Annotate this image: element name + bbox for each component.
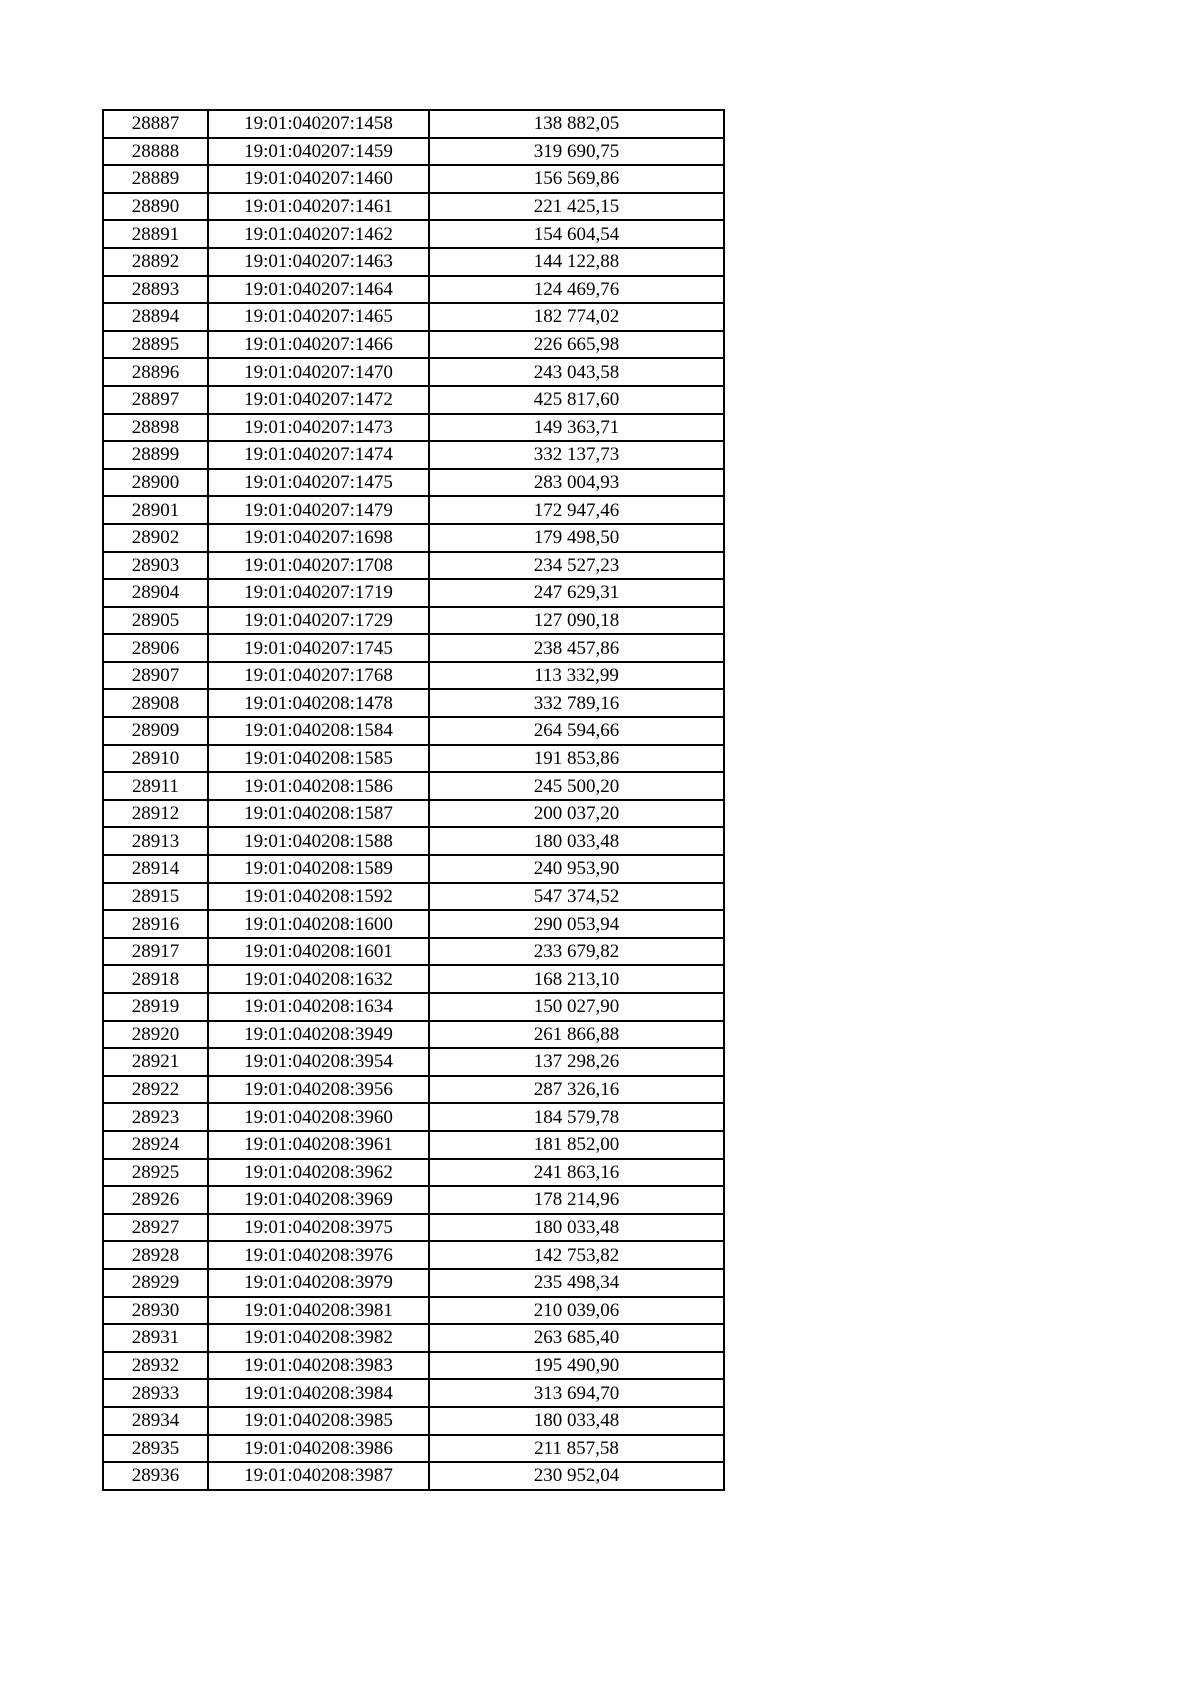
value-cell: 425 817,60 — [429, 386, 724, 414]
value-cell: 263 685,40 — [429, 1324, 724, 1352]
row-number-cell: 28908 — [103, 689, 208, 717]
value-cell: 127 090,18 — [429, 607, 724, 635]
row-number-cell: 28921 — [103, 1048, 208, 1076]
table-row — [103, 524, 724, 552]
table-row — [103, 441, 724, 469]
value-cell: 283 004,93 — [429, 469, 724, 497]
cadastral-number-cell: 19:01:040207:1729 — [208, 607, 429, 635]
cadastral-number-cell: 19:01:040207:1459 — [208, 138, 429, 166]
row-number-cell: 28910 — [103, 745, 208, 773]
cadastral-number-cell: 19:01:040207:1472 — [208, 386, 429, 414]
cadastral-number-cell: 19:01:040208:1634 — [208, 993, 429, 1021]
table-row — [103, 1269, 724, 1297]
row-number-cell: 28898 — [103, 414, 208, 442]
cadastral-number-cell: 19:01:040208:3954 — [208, 1048, 429, 1076]
table-row — [103, 938, 724, 966]
table-row — [103, 331, 724, 359]
value-cell: 233 679,82 — [429, 938, 724, 966]
table-row — [103, 1324, 724, 1352]
table-row — [103, 276, 724, 304]
value-cell: 210 039,06 — [429, 1297, 724, 1325]
value-cell: 156 569,86 — [429, 165, 724, 193]
table-row — [103, 1021, 724, 1049]
row-number-cell: 28915 — [103, 883, 208, 911]
value-cell: 180 033,48 — [429, 1214, 724, 1242]
cadastral-value-table — [102, 109, 725, 1491]
row-number-cell: 28891 — [103, 220, 208, 248]
table-row — [103, 1214, 724, 1242]
table-row — [103, 1241, 724, 1269]
row-number-cell: 28889 — [103, 165, 208, 193]
row-number-cell: 28922 — [103, 1076, 208, 1104]
value-cell: 243 043,58 — [429, 358, 724, 386]
cadastral-number-cell: 19:01:040207:1719 — [208, 579, 429, 607]
row-number-cell: 28895 — [103, 331, 208, 359]
row-number-cell: 28911 — [103, 772, 208, 800]
row-number-cell: 28935 — [103, 1435, 208, 1463]
row-number-cell: 28914 — [103, 855, 208, 883]
value-cell: 547 374,52 — [429, 883, 724, 911]
row-number-cell: 28904 — [103, 579, 208, 607]
cadastral-number-cell: 19:01:040208:3979 — [208, 1269, 429, 1297]
value-cell: 154 604,54 — [429, 220, 724, 248]
table-row — [103, 883, 724, 911]
value-cell: 113 332,99 — [429, 662, 724, 690]
cadastral-number-cell: 19:01:040208:1588 — [208, 827, 429, 855]
cadastral-number-cell: 19:01:040208:3962 — [208, 1159, 429, 1187]
value-cell: 211 857,58 — [429, 1435, 724, 1463]
cadastral-number-cell: 19:01:040208:3986 — [208, 1435, 429, 1463]
cadastral-number-cell: 19:01:040208:3960 — [208, 1103, 429, 1131]
cadastral-number-cell: 19:01:040207:1473 — [208, 414, 429, 442]
cadastral-number-cell: 19:01:040208:3982 — [208, 1324, 429, 1352]
row-number-cell: 28890 — [103, 193, 208, 221]
value-cell: 200 037,20 — [429, 800, 724, 828]
value-cell: 168 213,10 — [429, 965, 724, 993]
row-number-cell: 28912 — [103, 800, 208, 828]
value-cell: 221 425,15 — [429, 193, 724, 221]
row-number-cell: 28900 — [103, 469, 208, 497]
row-number-cell: 28933 — [103, 1379, 208, 1407]
value-cell: 332 137,73 — [429, 441, 724, 469]
value-cell: 144 122,88 — [429, 248, 724, 276]
row-number-cell: 28936 — [103, 1462, 208, 1490]
cadastral-number-cell: 19:01:040207:1698 — [208, 524, 429, 552]
value-cell: 319 690,75 — [429, 138, 724, 166]
table-row — [103, 110, 724, 138]
table-row — [103, 165, 724, 193]
row-number-cell: 28931 — [103, 1324, 208, 1352]
value-cell: 124 469,76 — [429, 276, 724, 304]
table-row — [103, 1186, 724, 1214]
table-row — [103, 607, 724, 635]
table-row — [103, 772, 724, 800]
table-row — [103, 855, 724, 883]
table-row — [103, 662, 724, 690]
cadastral-number-cell: 19:01:040208:3983 — [208, 1352, 429, 1380]
table-row — [103, 386, 724, 414]
cadastral-number-cell: 19:01:040208:3975 — [208, 1214, 429, 1242]
value-cell: 184 579,78 — [429, 1103, 724, 1131]
cadastral-number-cell: 19:01:040207:1460 — [208, 165, 429, 193]
table-row — [103, 1379, 724, 1407]
cadastral-number-cell: 19:01:040208:3987 — [208, 1462, 429, 1490]
table-row — [103, 1048, 724, 1076]
row-number-cell: 28927 — [103, 1214, 208, 1242]
value-cell: 261 866,88 — [429, 1021, 724, 1049]
cadastral-number-cell: 19:01:040208:1584 — [208, 717, 429, 745]
row-number-cell: 28923 — [103, 1103, 208, 1131]
cadastral-number-cell: 19:01:040207:1745 — [208, 634, 429, 662]
value-cell: 230 952,04 — [429, 1462, 724, 1490]
table-row — [103, 414, 724, 442]
row-number-cell: 28925 — [103, 1159, 208, 1187]
row-number-cell: 28924 — [103, 1131, 208, 1159]
table-row — [103, 303, 724, 331]
table-row — [103, 745, 724, 773]
table-row — [103, 689, 724, 717]
cadastral-number-cell: 19:01:040208:3961 — [208, 1131, 429, 1159]
cadastral-number-cell: 19:01:040207:1466 — [208, 331, 429, 359]
table-row — [103, 800, 724, 828]
cadastral-number-cell: 19:01:040207:1470 — [208, 358, 429, 386]
row-number-cell: 28926 — [103, 1186, 208, 1214]
row-number-cell: 28916 — [103, 910, 208, 938]
table-row — [103, 1435, 724, 1463]
row-number-cell: 28919 — [103, 993, 208, 1021]
value-cell: 234 527,23 — [429, 552, 724, 580]
value-cell: 313 694,70 — [429, 1379, 724, 1407]
cadastral-number-cell: 19:01:040207:1464 — [208, 276, 429, 304]
value-cell: 191 853,86 — [429, 745, 724, 773]
cadastral-number-cell: 19:01:040207:1458 — [208, 110, 429, 138]
table-row — [103, 1462, 724, 1490]
cadastral-number-cell: 19:01:040208:1585 — [208, 745, 429, 773]
table-row — [103, 993, 724, 1021]
value-cell: 182 774,02 — [429, 303, 724, 331]
cadastral-number-cell: 19:01:040207:1708 — [208, 552, 429, 580]
row-number-cell: 28892 — [103, 248, 208, 276]
row-number-cell: 28917 — [103, 938, 208, 966]
cadastral-number-cell: 19:01:040207:1461 — [208, 193, 429, 221]
value-cell: 180 033,48 — [429, 1407, 724, 1435]
row-number-cell: 28893 — [103, 276, 208, 304]
value-cell: 178 214,96 — [429, 1186, 724, 1214]
row-number-cell: 28932 — [103, 1352, 208, 1380]
cadastral-number-cell: 19:01:040207:1474 — [208, 441, 429, 469]
row-number-cell: 28896 — [103, 358, 208, 386]
cadastral-number-cell: 19:01:040207:1475 — [208, 469, 429, 497]
table-row — [103, 552, 724, 580]
table-row — [103, 138, 724, 166]
row-number-cell: 28906 — [103, 634, 208, 662]
table-row — [103, 220, 724, 248]
row-number-cell: 28897 — [103, 386, 208, 414]
cadastral-number-cell: 19:01:040207:1768 — [208, 662, 429, 690]
cadastral-number-cell: 19:01:040207:1462 — [208, 220, 429, 248]
cadastral-number-cell: 19:01:040208:3949 — [208, 1021, 429, 1049]
cadastral-number-cell: 19:01:040208:1589 — [208, 855, 429, 883]
value-cell: 240 953,90 — [429, 855, 724, 883]
value-cell: 179 498,50 — [429, 524, 724, 552]
row-number-cell: 28909 — [103, 717, 208, 745]
cadastral-number-cell: 19:01:040208:3956 — [208, 1076, 429, 1104]
cadastral-number-cell: 19:01:040208:3976 — [208, 1241, 429, 1269]
table-row — [103, 965, 724, 993]
table-row — [103, 634, 724, 662]
row-number-cell: 28929 — [103, 1269, 208, 1297]
value-cell: 287 326,16 — [429, 1076, 724, 1104]
row-number-cell: 28894 — [103, 303, 208, 331]
table-row — [103, 910, 724, 938]
value-cell: 195 490,90 — [429, 1352, 724, 1380]
row-number-cell: 28901 — [103, 496, 208, 524]
row-number-cell: 28918 — [103, 965, 208, 993]
value-cell: 138 882,05 — [429, 110, 724, 138]
table-row — [103, 1103, 724, 1131]
table-row — [103, 1076, 724, 1104]
row-number-cell: 28902 — [103, 524, 208, 552]
table-row — [103, 1352, 724, 1380]
cadastral-number-cell: 19:01:040207:1465 — [208, 303, 429, 331]
row-number-cell: 28907 — [103, 662, 208, 690]
value-cell: 172 947,46 — [429, 496, 724, 524]
table-row — [103, 193, 724, 221]
row-number-cell: 28928 — [103, 1241, 208, 1269]
table-row — [103, 1297, 724, 1325]
cadastral-number-cell: 19:01:040208:1587 — [208, 800, 429, 828]
table-body — [103, 110, 724, 1490]
value-cell: 226 665,98 — [429, 331, 724, 359]
value-cell: 247 629,31 — [429, 579, 724, 607]
row-number-cell: 28887 — [103, 110, 208, 138]
value-cell: 238 457,86 — [429, 634, 724, 662]
value-cell: 241 863,16 — [429, 1159, 724, 1187]
cadastral-number-cell: 19:01:040208:1601 — [208, 938, 429, 966]
table-row — [103, 358, 724, 386]
table-row — [103, 579, 724, 607]
row-number-cell: 28905 — [103, 607, 208, 635]
value-cell: 137 298,26 — [429, 1048, 724, 1076]
table-row — [103, 827, 724, 855]
cadastral-number-cell: 19:01:040208:1600 — [208, 910, 429, 938]
value-cell: 180 033,48 — [429, 827, 724, 855]
value-cell: 149 363,71 — [429, 414, 724, 442]
row-number-cell: 28888 — [103, 138, 208, 166]
cadastral-number-cell: 19:01:040208:3984 — [208, 1379, 429, 1407]
row-number-cell: 28899 — [103, 441, 208, 469]
value-cell: 264 594,66 — [429, 717, 724, 745]
value-cell: 235 498,34 — [429, 1269, 724, 1297]
value-cell: 181 852,00 — [429, 1131, 724, 1159]
row-number-cell: 28903 — [103, 552, 208, 580]
table-row — [103, 496, 724, 524]
table-row — [103, 1159, 724, 1187]
cadastral-number-cell: 19:01:040207:1463 — [208, 248, 429, 276]
cadastral-number-cell: 19:01:040208:3985 — [208, 1407, 429, 1435]
cadastral-number-cell: 19:01:040208:1632 — [208, 965, 429, 993]
cadastral-number-cell: 19:01:040207:1479 — [208, 496, 429, 524]
cadastral-number-cell: 19:01:040208:1592 — [208, 883, 429, 911]
value-cell: 142 753,82 — [429, 1241, 724, 1269]
cadastral-number-cell: 19:01:040208:3969 — [208, 1186, 429, 1214]
table-row — [103, 717, 724, 745]
value-cell: 150 027,90 — [429, 993, 724, 1021]
row-number-cell: 28913 — [103, 827, 208, 855]
table-row — [103, 1407, 724, 1435]
value-cell: 332 789,16 — [429, 689, 724, 717]
table-row — [103, 469, 724, 497]
value-cell: 245 500,20 — [429, 772, 724, 800]
table-row — [103, 248, 724, 276]
cadastral-number-cell: 19:01:040208:1478 — [208, 689, 429, 717]
value-cell: 290 053,94 — [429, 910, 724, 938]
cadastral-number-cell: 19:01:040208:1586 — [208, 772, 429, 800]
table-row — [103, 1131, 724, 1159]
row-number-cell: 28934 — [103, 1407, 208, 1435]
cadastral-number-cell: 19:01:040208:3981 — [208, 1297, 429, 1325]
row-number-cell: 28930 — [103, 1297, 208, 1325]
row-number-cell: 28920 — [103, 1021, 208, 1049]
